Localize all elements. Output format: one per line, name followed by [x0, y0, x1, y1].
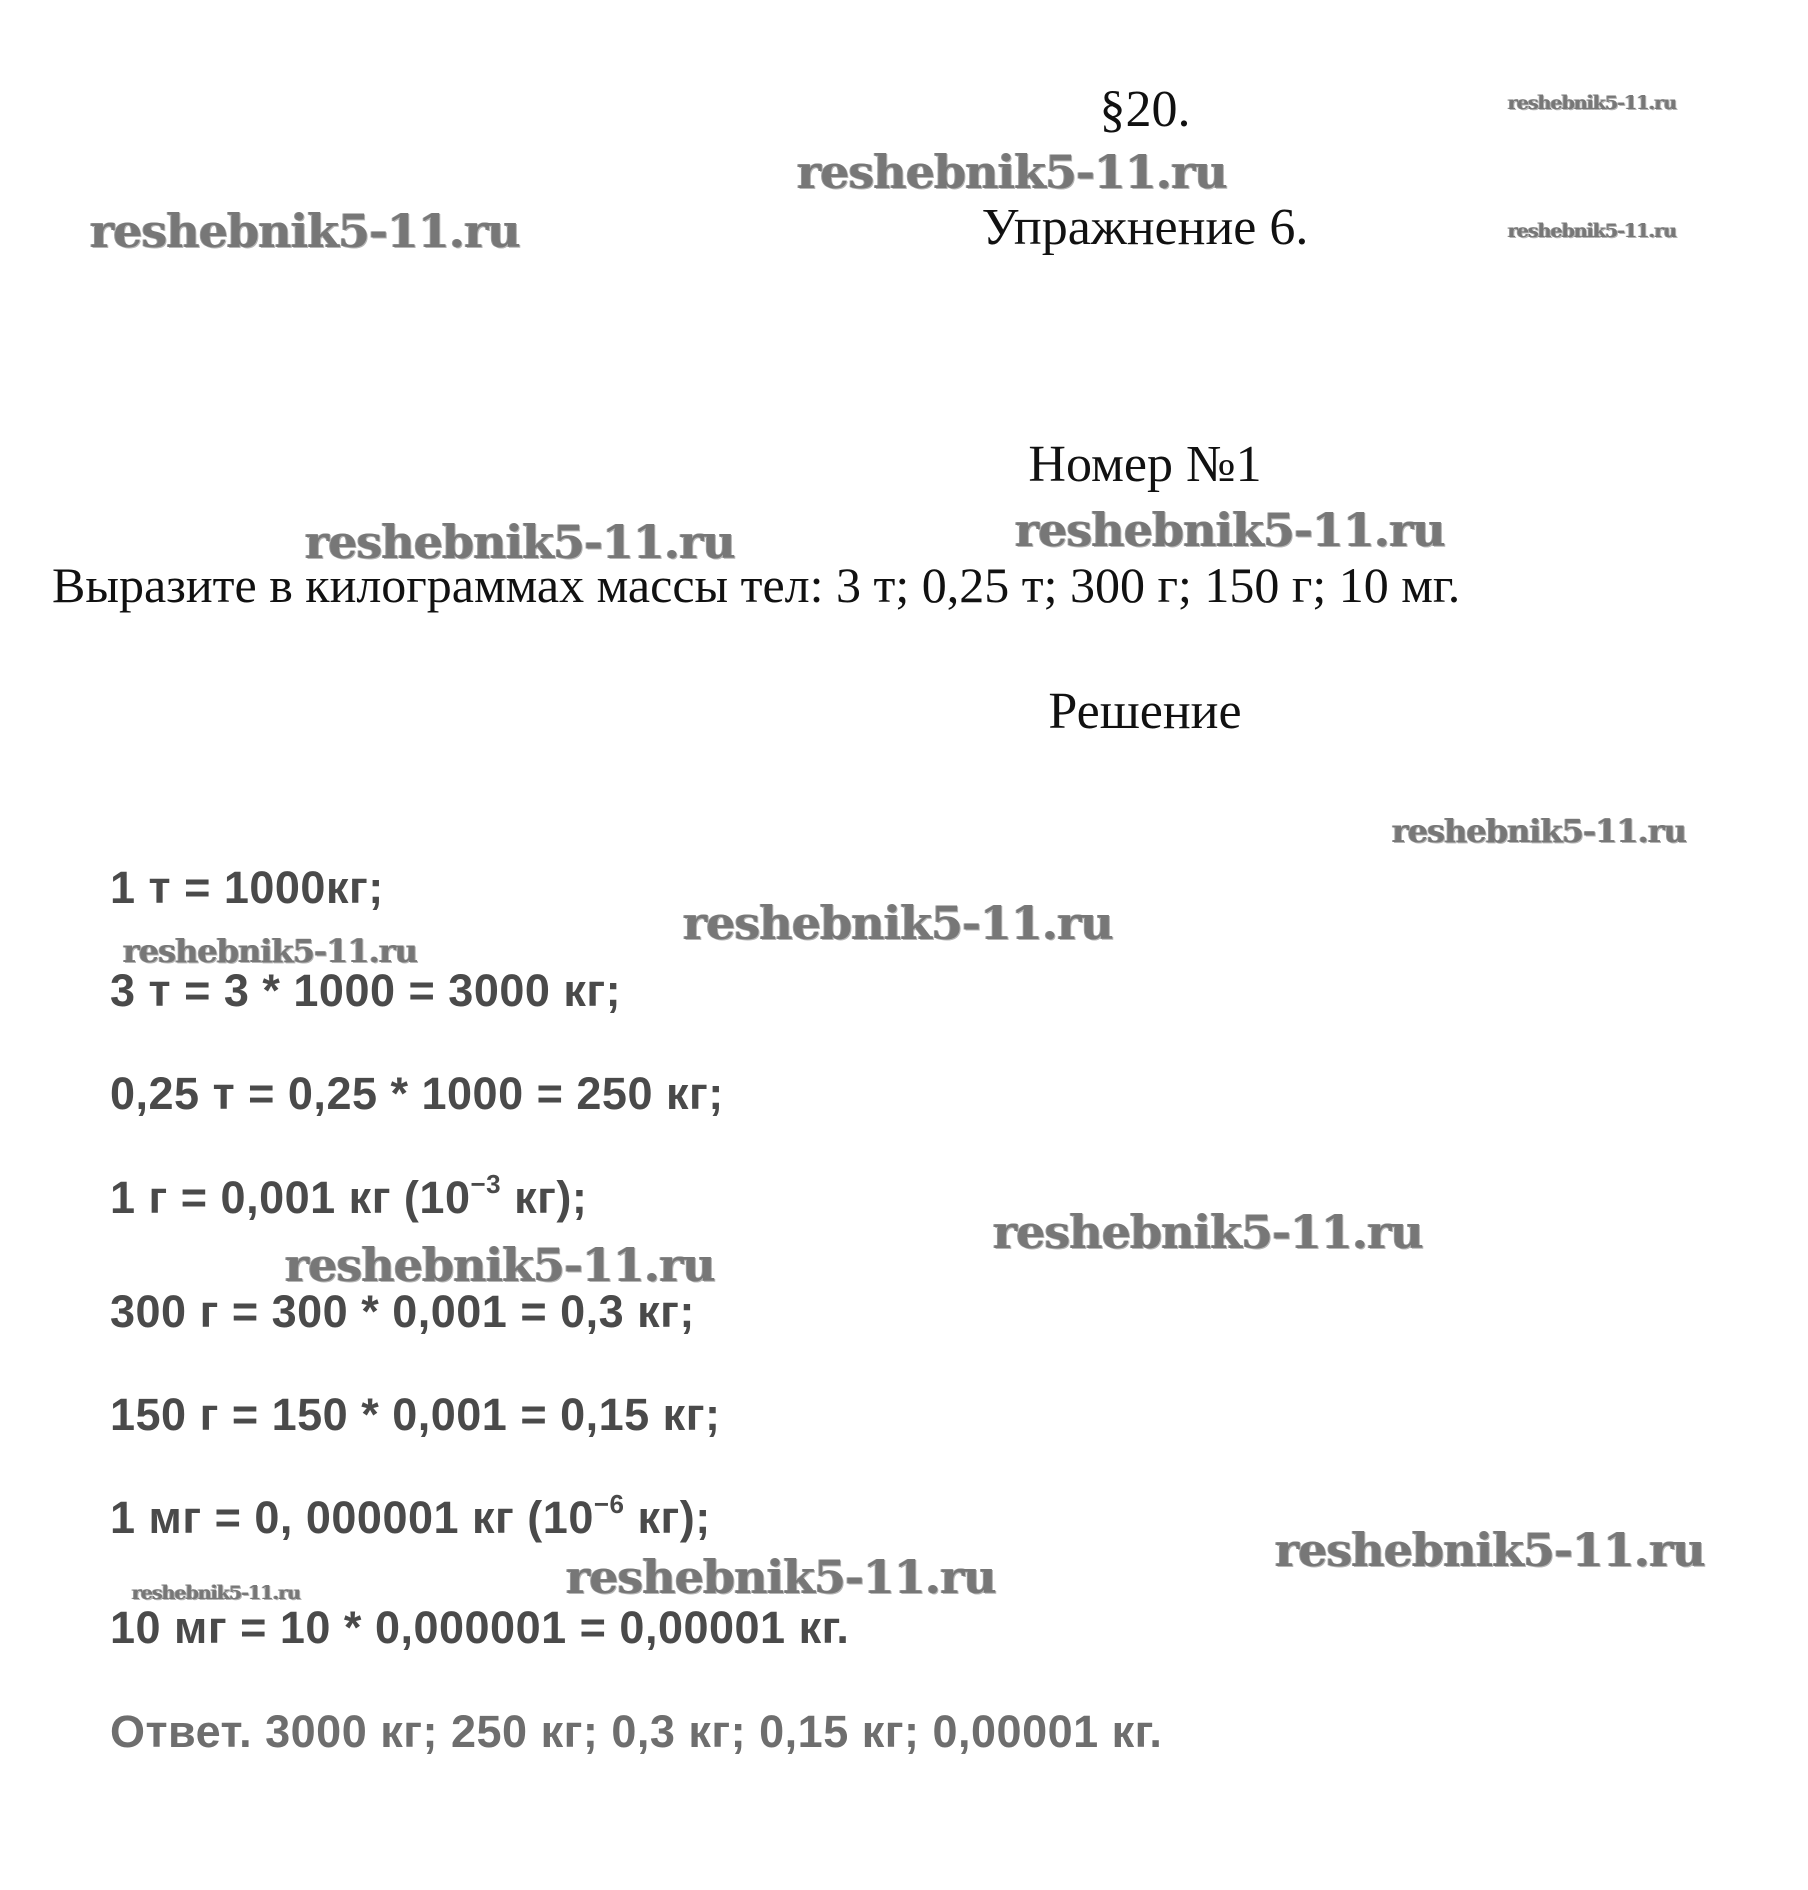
watermark: reshebnik5-11.ru — [1508, 220, 1677, 242]
watermark: reshebnik5-11.ru — [1275, 1523, 1705, 1577]
gram-conversion: 1 г = 0,001 кг (10 — [110, 1172, 471, 1223]
milligram-conversion: 1 мг = 0, 000001 кг (10 — [110, 1492, 594, 1543]
problem-statement: Выразите в килограммах массы тел: 3 т; 0,25 т; 300 г; 150 г; 10 мг. — [52, 557, 1461, 613]
solution-line-8: 10 мг = 10 * 0,000001 = 0,00001 кг. — [110, 1602, 850, 1653]
watermark: reshebnik5-11.ru — [566, 1550, 996, 1604]
exponent-milligram: −6 — [593, 1489, 625, 1519]
watermark: reshebnik5-11.ru — [797, 145, 1227, 199]
gram-conversion-tail: кг); — [501, 1172, 588, 1223]
milligram-conversion-tail: кг); — [624, 1492, 711, 1543]
watermark: reshebnik5-11.ru — [123, 932, 418, 970]
answer-line: Ответ. 3000 кг; 250 кг; 0,3 кг; 0,15 кг; 0,00001 кг. — [110, 1706, 1163, 1757]
watermark: reshebnik5-11.ru — [1508, 92, 1677, 114]
solution-line-5: 300 г = 300 * 0,001 = 0,3 кг; — [110, 1286, 695, 1337]
section-number: §20. — [1099, 81, 1191, 138]
watermark: reshebnik5-11.ru — [1392, 812, 1687, 850]
watermark: reshebnik5-11.ru — [683, 896, 1113, 950]
watermark: reshebnik5-11.ru — [285, 1238, 715, 1292]
solution-line-6: 150 г = 150 * 0,001 = 0,15 кг; — [110, 1389, 721, 1440]
solution-line-4 — [110, 1169, 588, 1224]
solution-line-3: 0,25 т = 0,25 * 1000 = 250 кг; — [110, 1068, 724, 1119]
watermark: reshebnik5-11.ru — [132, 1582, 301, 1604]
watermark: reshebnik5-11.ru — [305, 515, 735, 569]
problem-number: Номер №1 — [1028, 436, 1262, 493]
solution-line-7 — [110, 1489, 711, 1544]
exercise-title: Упражнение 6. — [981, 199, 1309, 256]
watermark: reshebnik5-11.ru — [90, 204, 520, 258]
exponent-gram: −3 — [470, 1169, 502, 1199]
watermark: reshebnik5-11.ru — [1015, 503, 1445, 557]
solution-line-2: 3 т = 3 * 1000 = 3000 кг; — [110, 965, 622, 1016]
solution-line-1: 1 т = 1000кг; — [110, 862, 384, 913]
watermark: reshebnik5-11.ru — [993, 1205, 1423, 1259]
solution-heading: Решение — [1048, 683, 1242, 740]
